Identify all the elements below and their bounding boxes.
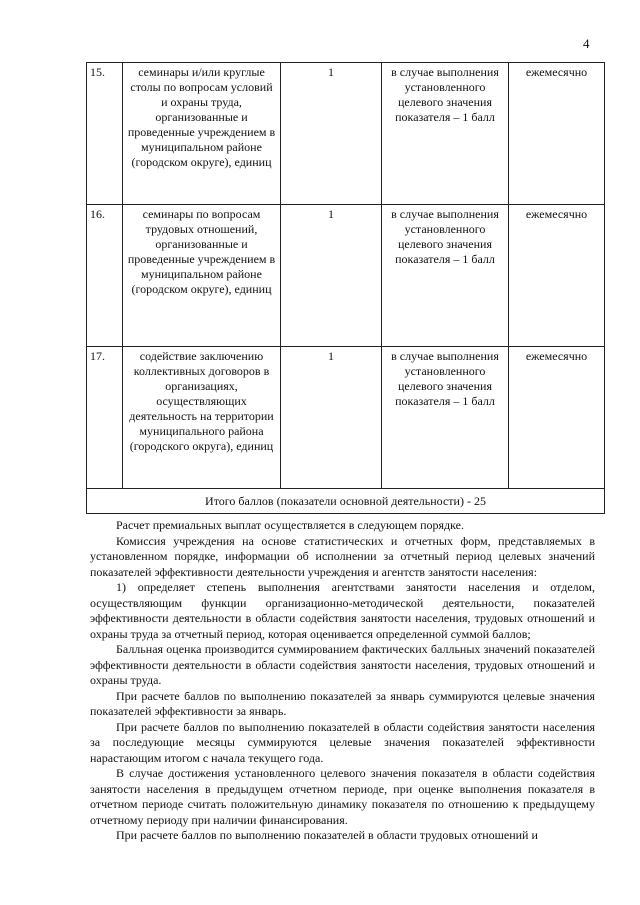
indicator-name: семинары по вопросам трудовых отношений, организованные и проведенные учреждением в муниципальном районе (городском округе), единиц bbox=[123, 205, 281, 347]
paragraph: Балльная оценка производится суммированием фактических балльных значений показателей эффективности деятельности в области содействия занятости населения, трудовых отношений и охраны труда. bbox=[90, 642, 595, 687]
scoring-condition: в случае выполнения установленного целевого значения показателя – 1 балл bbox=[382, 347, 509, 489]
row-number: 17. bbox=[87, 347, 123, 489]
table-row bbox=[87, 63, 605, 205]
scoring-condition: в случае выполнения установленного целевого значения показателя – 1 балл bbox=[382, 63, 509, 205]
table-row bbox=[87, 347, 605, 489]
table-total-row bbox=[87, 489, 605, 514]
indicator-name: семинары и/или круглые столы по вопросам условий и охраны труда, организованные и проведенные учреждением в муниципальном районе (городском округе), единиц bbox=[123, 63, 281, 205]
indicator-name: содействие заключению коллективных договоров в организациях, осуществляющих деятельность на территории муниципального района (городского округа), единиц bbox=[123, 347, 281, 489]
target-value: 1 bbox=[281, 347, 382, 489]
scoring-condition: в случае выполнения установленного целевого значения показателя – 1 балл bbox=[382, 205, 509, 347]
periodicity: ежемесячно bbox=[509, 347, 605, 489]
indicators-table bbox=[86, 62, 605, 514]
paragraph: 1) определяет степень выполнения агентствами занятости населения и отделом, осуществляющим функции организационно-методической деятельности, показателей эффективности деятельности в области содействия занятости населения, трудовых отношений и охраны труда за отчетный период, которая оценивается определенной суммой баллов; bbox=[90, 580, 595, 641]
paragraph: При расчете баллов по выполнению показателей за январь суммируются целевые значения показателей эффективности за январь. bbox=[90, 688, 595, 718]
page-number: 4 bbox=[583, 36, 590, 51]
target-value: 1 bbox=[281, 63, 382, 205]
periodicity: ежемесячно bbox=[509, 63, 605, 205]
paragraph: В случае достижения установленного целевого значения показателя в области содействия занятости населения в предыдущем отчетном периоде, при оценке выполнения показателя в отчетном периоде считать положительную динамику показателя по отношению к предыдущему отчетному периоду при наличии финансирования. bbox=[90, 766, 595, 827]
target-value: 1 bbox=[281, 205, 382, 347]
paragraph: Расчет премиальных выплат осуществляется в следующем порядке. bbox=[116, 518, 464, 532]
table-row bbox=[87, 205, 605, 347]
periodicity: ежемесячно bbox=[509, 205, 605, 347]
paragraph: Комиссия учреждения на основе статистических и отчетных форм, представляемых в установленном порядке, информации об исполнении за отчетный период целевых значений показателей эффективности деятельности учреждения и агентств занятости населения: bbox=[90, 533, 595, 579]
paragraph: При расчете баллов по выполнению показателей в области содействия занятости населения за последующие месяцы суммируются целевые значения показателей эффективности нарастающим итогом с начала текущего года. bbox=[90, 719, 595, 765]
row-number: 15. bbox=[87, 63, 123, 205]
body-text bbox=[90, 518, 595, 844]
paragraph: При расчете баллов по выполнению показателей в области трудовых отношений и bbox=[116, 828, 538, 842]
row-number: 16. bbox=[87, 205, 123, 347]
total-score: Итого баллов (показатели основной деятельности) - 25 bbox=[87, 489, 605, 514]
